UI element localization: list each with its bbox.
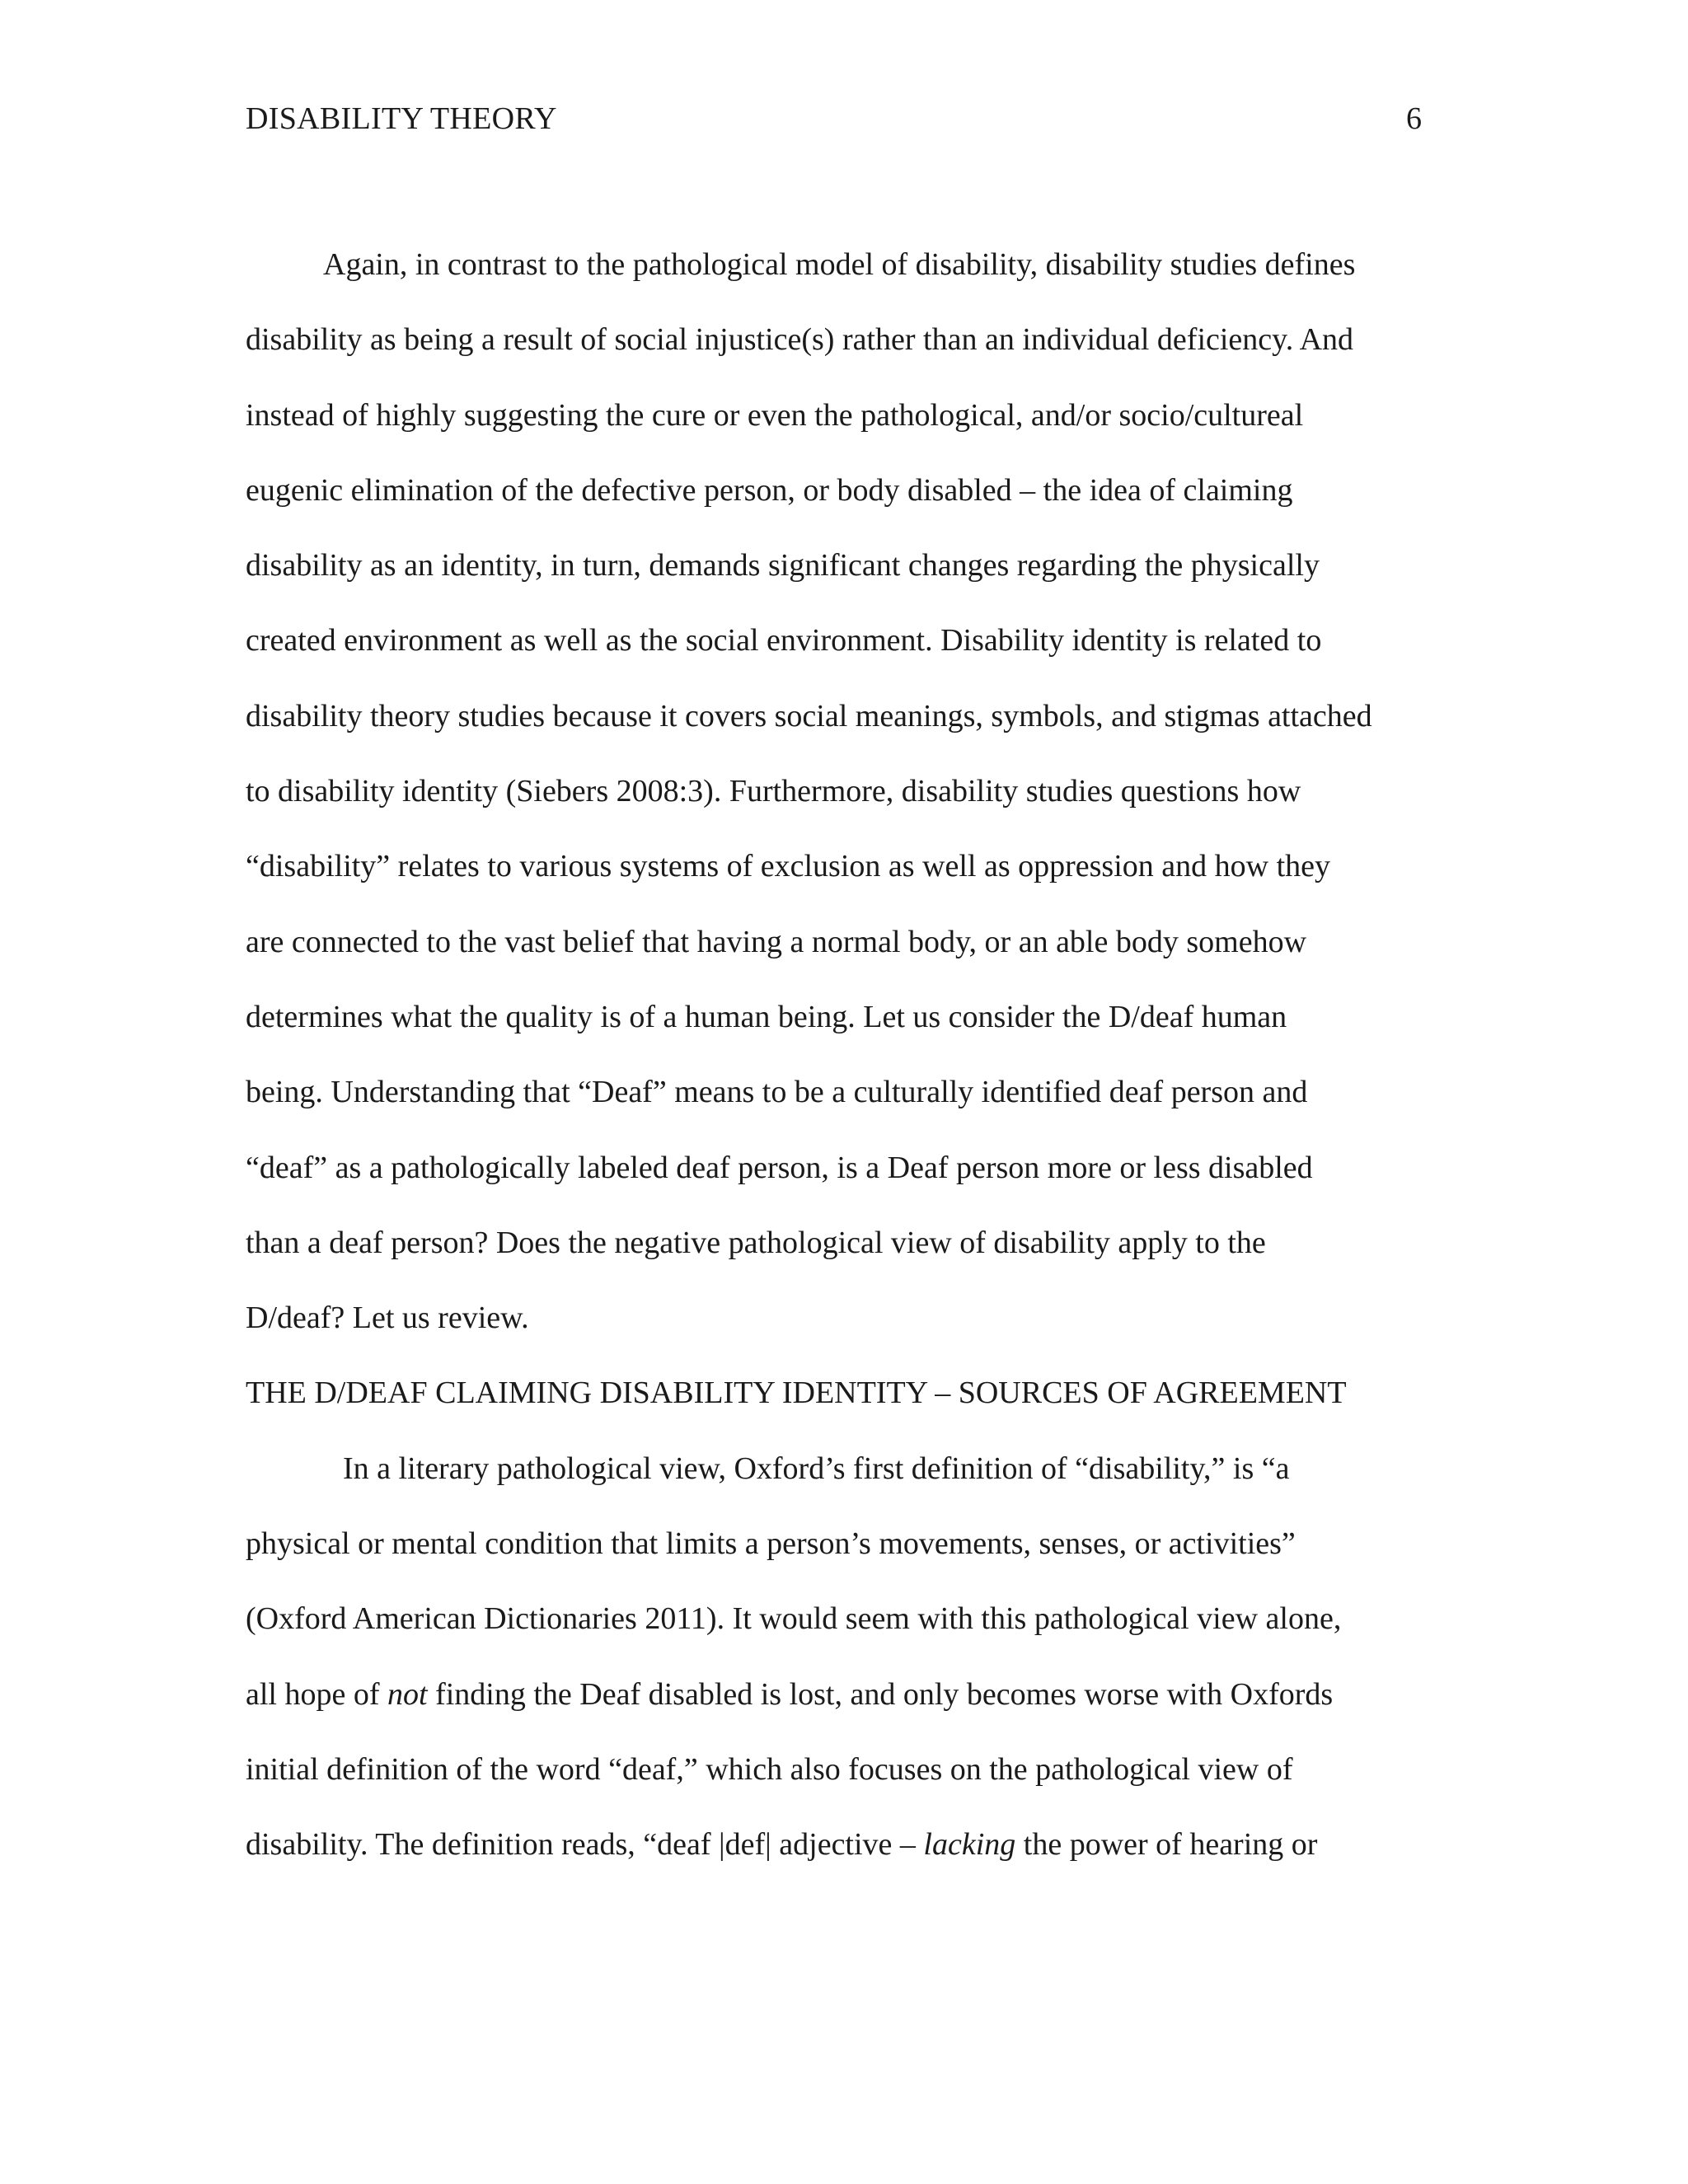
paragraph-line — [246, 1823, 1432, 1898]
paragraph-line: disability as being a result of social injustice(s) rather than an individual deficiency. And — [246, 322, 1354, 358]
paragraph-line: are connected to the vast belief that having a normal body, or an able body somehow — [246, 924, 1307, 959]
paragraph-line: created environment as well as the social environment. Disability identity is related to — [246, 623, 1322, 658]
section-heading: THE D/DEAF CLAIMING DISABILITY IDENTITY – SOURCES OF AGREEMENT — [246, 1376, 1347, 1411]
paragraph-line: physical or mental condition that limits a person’s movements, senses, or activities” — [246, 1526, 1296, 1562]
body-text — [246, 243, 1432, 1899]
paragraph-line: to disability identity (Siebers 2008:3). Furthermore, disability studies questions how — [246, 774, 1301, 809]
text-run: all hope of — [246, 1676, 388, 1712]
running-head — [246, 97, 1422, 140]
text-run: finding the Deaf disabled is lost, and only becomes worse with Oxfords — [427, 1676, 1334, 1712]
paragraph-line: disability as an identity, in turn, demands significant changes regarding the physically — [246, 548, 1320, 583]
paragraph-line: being. Understanding that “Deaf” means to be a culturally identified deaf person and — [246, 1075, 1308, 1110]
paragraph-line: In a literary pathological view, Oxford’s first definition of “disability,” is “a — [343, 1451, 1290, 1486]
paragraph-line: Again, in contrast to the pathological model of disability, disability studies defines — [323, 247, 1356, 282]
paragraph-line: “disability” relates to various systems of exclusion as well as oppression and how they — [246, 849, 1331, 884]
paragraph-line — [246, 1673, 1432, 1748]
paragraph-line: eugenic elimination of the defective person, or body disabled – the idea of claiming — [246, 472, 1293, 508]
emphasis-text: lacking — [923, 1827, 1016, 1863]
paragraph-line: “deaf” as a pathologically labeled deaf person, is a Deaf person more or less disabled — [246, 1150, 1313, 1185]
paragraph-line: initial definition of the word “deaf,” which also focuses on the pathological view of — [246, 1751, 1293, 1787]
text-run: the power of hearing or — [1015, 1827, 1318, 1863]
paragraph-line: (Oxford American Dictionaries 2011). It would seem with this pathological view alone, — [246, 1601, 1342, 1637]
emphasis-text: not — [387, 1676, 428, 1712]
paragraph-line: instead of highly suggesting the cure or even the pathological, and/or socio/cultureal — [246, 397, 1304, 433]
page-number: 6 — [1406, 101, 1422, 136]
running-title: DISABILITY THEORY — [246, 101, 557, 136]
paragraph-line: D/deaf? Let us review. — [246, 1301, 529, 1336]
text-run: disability. The definition reads, “deaf |def| adjective – — [246, 1827, 924, 1863]
paragraph-line: than a deaf person? Does the negative pathological view of disability apply to the — [246, 1225, 1266, 1260]
paragraph-line: disability theory studies because it covers social meanings, symbols, and stigmas attached — [246, 698, 1372, 733]
paragraph-line: determines what the quality is of a human being. Let us consider the D/deaf human — [246, 999, 1287, 1034]
